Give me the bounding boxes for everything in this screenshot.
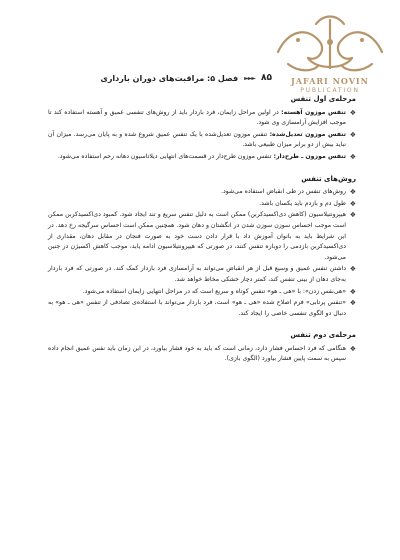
item-text: هیپرونتیلاسیون (کاهش دی‌اکسیدکربن) ممکن است به دلیل تنفس سریع و تند ایجاد شود. کمبود دی‌اکسیدکربن ممکن است موجب احساس سوزن سوزن شدن در انگشتان و دهان شود. همچنین ممکن است احساس سرگیجه رخ دهد. در این شرایط باید به بانوان آموزش داد با قرار دادن دست خود به صورت فنجان در مقابل دهان، مقداری از دی‌اکسیدکربن بازدمی را دوباره تنفس کنند، در صورتی که هیپرونتیلاسیون ادامه یابد، موجب کاهش اکسیژن در جنین می‌شود. (48, 211, 346, 261)
item-term: تنفس موزون ـ طرح‌دار: (273, 152, 346, 160)
bullet-icon: ❖ (349, 299, 356, 308)
publisher-logo (268, 12, 392, 104)
list-item (48, 187, 356, 198)
bullet-icon: ❖ (349, 199, 356, 208)
bullet-icon: ❖ (349, 211, 356, 220)
item-text: «هی‌نفس زدن»: با «هی ـ هو» تنفس کوتاه و سریع است که در مراحل انتهایی زایمان استفاده می‌شود. (82, 287, 346, 295)
bullet-icon: ❖ (349, 130, 356, 139)
bullet-icon: ❖ (349, 188, 356, 197)
item-text: در اولین مراحل زایمان، فرد باردار باید از روش‌های تنفسی عمیق و آهسته استفاده کند تا موجب افزایش آرامسازی وی شود. (48, 108, 346, 127)
section-gap (48, 320, 356, 328)
bullet-icon: ❖ (349, 108, 356, 117)
item-text: هنگامی که فرد احساس فشار دارد، زمانی است که باید به خود فشار بیاورد، در این زمان باید نفس عمیق انجام داده سپس به سمت پایین فشار بیاورد (الگوی بازی). (48, 344, 346, 363)
item-text: روش‌های تنفس در طی انقباض استفاده می‌شود. (221, 188, 346, 196)
list-item (48, 108, 356, 129)
page-body (48, 92, 356, 366)
list-item (48, 152, 356, 163)
item-text: تنفس موزون تعدیل‌شده با یک تنفس عمیق شروع شده و به پایان می‌رسد. میزان آن نباید بیش از دو برابر میزان طبیعی باشد. (48, 130, 346, 149)
page-header (42, 70, 272, 86)
section-gap (48, 164, 356, 172)
publisher-tagline: PUBLICATION (300, 87, 360, 94)
page-number: ۸۵ (261, 73, 272, 83)
bullet-icon: ❖ (349, 287, 356, 296)
item-term: تنفس موزون آهسته: (281, 108, 346, 116)
chapter-title: فصل ۵: مراقبت‌های دوران بارداری (100, 73, 239, 83)
bullet-icon: ❖ (349, 152, 356, 161)
section-title: مرحله‌ی اول تنفس (290, 95, 356, 103)
item-term: تنفس موزون تعدیل‌شده: (269, 130, 347, 138)
arrow-icons: ►►► (244, 74, 255, 82)
list-item (48, 264, 356, 285)
list-item (48, 130, 356, 151)
list-item (48, 199, 356, 210)
section-title: مرحله‌ی دوم تنفس (290, 331, 356, 340)
bullet-icon: ❖ (349, 265, 356, 274)
ornamental-logo-icon (268, 12, 392, 74)
item-text: «تنفس پرتابی» فرم اصلاح شده «هی ـ هو» است، فرد باردار می‌تواند با استفاده‌ی تصادفی از تنفس «هی ـ هو» به دنبال دو الگوی تنفسی خاصی را ایجاد کند. (48, 299, 346, 317)
list-item (48, 287, 356, 298)
list-item (48, 344, 356, 365)
item-text: طول دم و بازدم باید یکسان باشد. (259, 199, 346, 207)
publisher-name: JAFARI NOVIN (291, 76, 369, 86)
list-item (48, 298, 356, 319)
bullet-icon: ❖ (349, 344, 356, 353)
list-item (48, 210, 356, 263)
item-text: داشتن تنفس عمیق و وسیع قبل از هر انقباض می‌تواند به آرامسازی فرد باردار کمک کند. در صورتی که فرد باردار به‌جای دهان از بینی تنفس کند، کمتر دچار خشکی مخاط خواهد شد. (48, 265, 346, 283)
section-title: روش‌های تنفس (301, 174, 356, 183)
item-text: تنفس موزون طرح‌دار در قسمت‌های انتهایی دیلاتاسیون دهانه رحم استفاده می‌شود. (57, 152, 274, 160)
